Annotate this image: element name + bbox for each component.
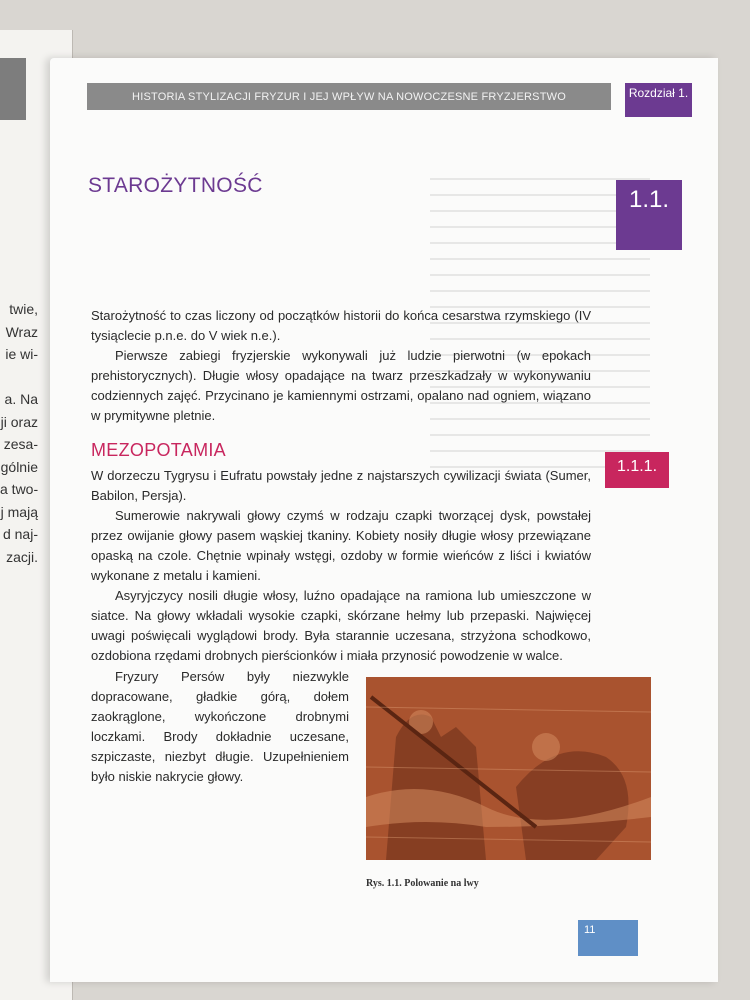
paragraph: W dorzeczu Tygrysu i Eufratu powstały jedne z najstarszych cywilizacji świata (Sumer, Babilon, Persja). bbox=[91, 468, 591, 503]
left-line: a two- bbox=[0, 481, 39, 497]
page-number: 11 bbox=[578, 920, 638, 956]
paragraph: Fryzury Persów były niezwykle dopracowane, gładkie górą, dołem zaokrąglone, wykończone drobnymi loczkami. Brody dokładnie uczesane, szpiczaste, niezbyt długie. Uzupełnieniem było niskie nakrycie głowy. bbox=[91, 669, 349, 784]
left-line: zacji. bbox=[6, 548, 38, 565]
left-line: j mają bbox=[0, 503, 38, 520]
paragraph: Pierwsze zabiegi fryzjerskie wykonywali już ludzie pierwotni (w epokach prehistorycznych). Długie włosy opadające na twarz przeszkadzały w wykonywaniu codziennych zajęć. Przycinano je kamiennymi ostrzami, opalano nad ogniem, wiązano w prymitywne pletnie. bbox=[91, 348, 591, 423]
section-title: STAROŻYTNOŚĆ bbox=[88, 174, 263, 197]
subsection-title: MEZOPOTAMIA bbox=[91, 440, 226, 460]
relief-image bbox=[366, 677, 651, 860]
section-body bbox=[91, 306, 591, 426]
subsection-body bbox=[91, 466, 591, 666]
book-page bbox=[50, 58, 718, 982]
chapter-tag: Rozdział 1. bbox=[625, 83, 692, 117]
left-line: d naj- bbox=[2, 526, 38, 542]
left-line: twie, bbox=[9, 301, 38, 317]
running-header: HISTORIA STYLIZACJI FRYZUR I JEJ WPŁYW NA NOWOCZESNE FRYZJERSTWO bbox=[87, 83, 611, 110]
left-line: zesa- bbox=[3, 436, 38, 452]
left-line: Wraz bbox=[5, 323, 38, 340]
left-page-tab bbox=[0, 58, 26, 120]
lion-hunt-relief bbox=[366, 677, 651, 860]
wrapped-paragraph bbox=[91, 667, 349, 787]
paragraph: Asyryjczycy nosili długie włosy, luźno opadające na ramiona lub umieszczone w siatce. Na głowy wkładali wysokie czapki, skórzane hełmy lub przepaski. Najwięcej uwagi poświęcali wyglądowi brody. Była starannie uczesana, strzyżona schodkowo, ozdobiona rzędami drobnych pierścionków i miała przynosić powodzenie w walce. bbox=[91, 588, 591, 663]
left-line: a. Na bbox=[4, 391, 38, 407]
section-number-box: 1.1. bbox=[616, 180, 682, 250]
left-line: ie wi- bbox=[5, 346, 38, 362]
figure-caption: Rys. 1.1. Polowanie na lwy bbox=[366, 878, 479, 889]
left-line: ji oraz bbox=[0, 413, 38, 430]
paragraph: Sumerowie nakrywali głowy czymś w rodzaju czapki tworzącej dysk, powstałej przez owijanie głowy pasem wąskiej tkaniny. Kobiety nosiły długie włosy przewiązane opaską na czole. Chętnie wpinały wstęgi, ozdoby w formie wieńców z liści i kwiatów wykonane z metalu i kamieni. bbox=[91, 508, 591, 583]
left-line: gólnie bbox=[0, 458, 38, 475]
paragraph: Starożytność to czas liczony od początków historii do końca cesarstwa rzymskiego (IV tysiąclecie p.n.e. do V wiek n.e.). bbox=[91, 308, 591, 343]
subsection-number-box: 1.1.1. bbox=[605, 452, 669, 488]
